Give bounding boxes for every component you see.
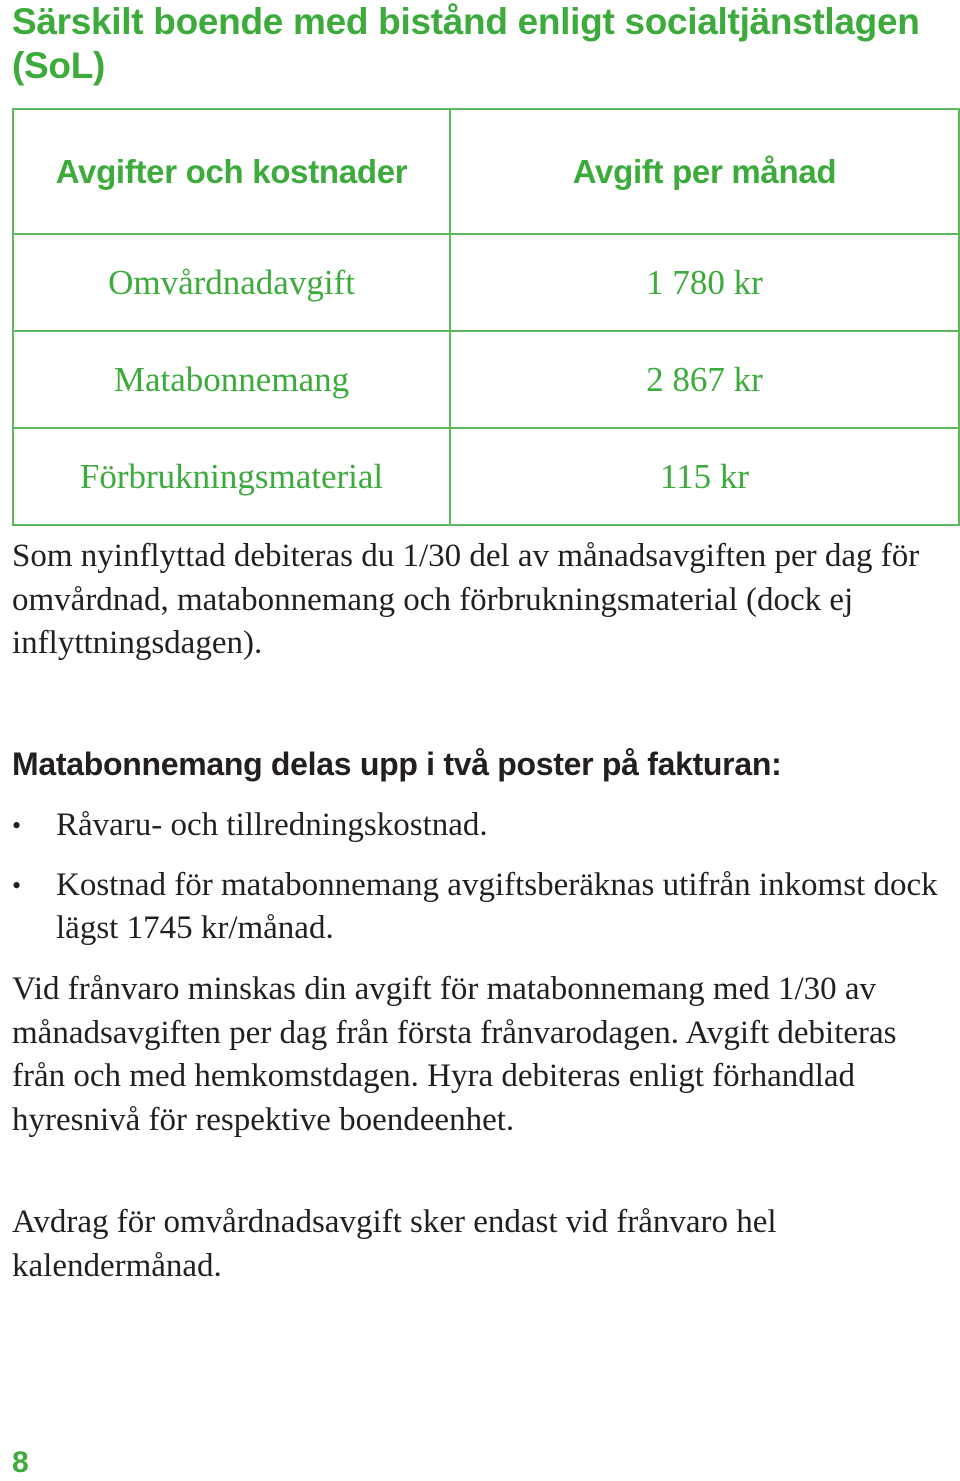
bullet-icon: • bbox=[12, 870, 22, 900]
table-row bbox=[13, 234, 959, 331]
meal-subscription-heading: Matabonnemang delas upp i två poster på fakturan: bbox=[12, 746, 782, 782]
table-row bbox=[13, 331, 959, 428]
bullet-icon: • bbox=[12, 811, 22, 840]
table-cell-item: Matabonnemang bbox=[13, 331, 450, 428]
table-header-fees: Avgifter och kostnader bbox=[13, 109, 450, 234]
page-title: Särskilt boende med bistånd enligt socialtjänstlagen (SoL) bbox=[12, 1, 920, 86]
table-header-monthly-fee: Avgift per månad bbox=[450, 109, 959, 234]
page-number: 8 bbox=[12, 1446, 29, 1479]
list-item bbox=[12, 864, 942, 951]
table-cell-item: Förbrukningsmaterial bbox=[13, 428, 450, 525]
table-cell-amount: 2 867 kr bbox=[450, 331, 959, 428]
table-cell-amount: 1 780 kr bbox=[450, 234, 959, 331]
table-row bbox=[13, 428, 959, 525]
list-item-text: Kostnad för matabonnemang avgiftsberäknas utifrån inkomst dock lägst 1745 kr/månad. bbox=[56, 866, 938, 946]
table-cell-item: Omvårdnadavgift bbox=[13, 234, 450, 331]
fee-table bbox=[12, 108, 960, 526]
absence-paragraph: Vid frånvaro minskas din avgift för matabonnemang med 1/30 av månadsavgiften per dag från första frånvarodagen. Avgift debiteras från och med hemkomstdagen. Hyra debiteras enligt förhandlad hyresnivå för respektive boendeenhet. bbox=[12, 971, 897, 1138]
table-cell-amount: 115 kr bbox=[450, 428, 959, 525]
invoice-items-list bbox=[12, 804, 942, 967]
list-item bbox=[12, 804, 942, 848]
care-fee-deduction-paragraph: Avdrag för omvårdnadsavgift sker endast vid frånvaro hel kalendermånad. bbox=[12, 1204, 777, 1284]
table-header-row bbox=[13, 109, 959, 234]
list-item-text: Råvaru- och tillredningskostnad. bbox=[56, 807, 488, 843]
move-in-note: Som nyinflyttad debiteras du 1/30 del av månadsavgiften per dag för omvårdnad, matabonnemang och förbrukningsmaterial (dock ej inflyttningsdagen). bbox=[12, 538, 920, 661]
